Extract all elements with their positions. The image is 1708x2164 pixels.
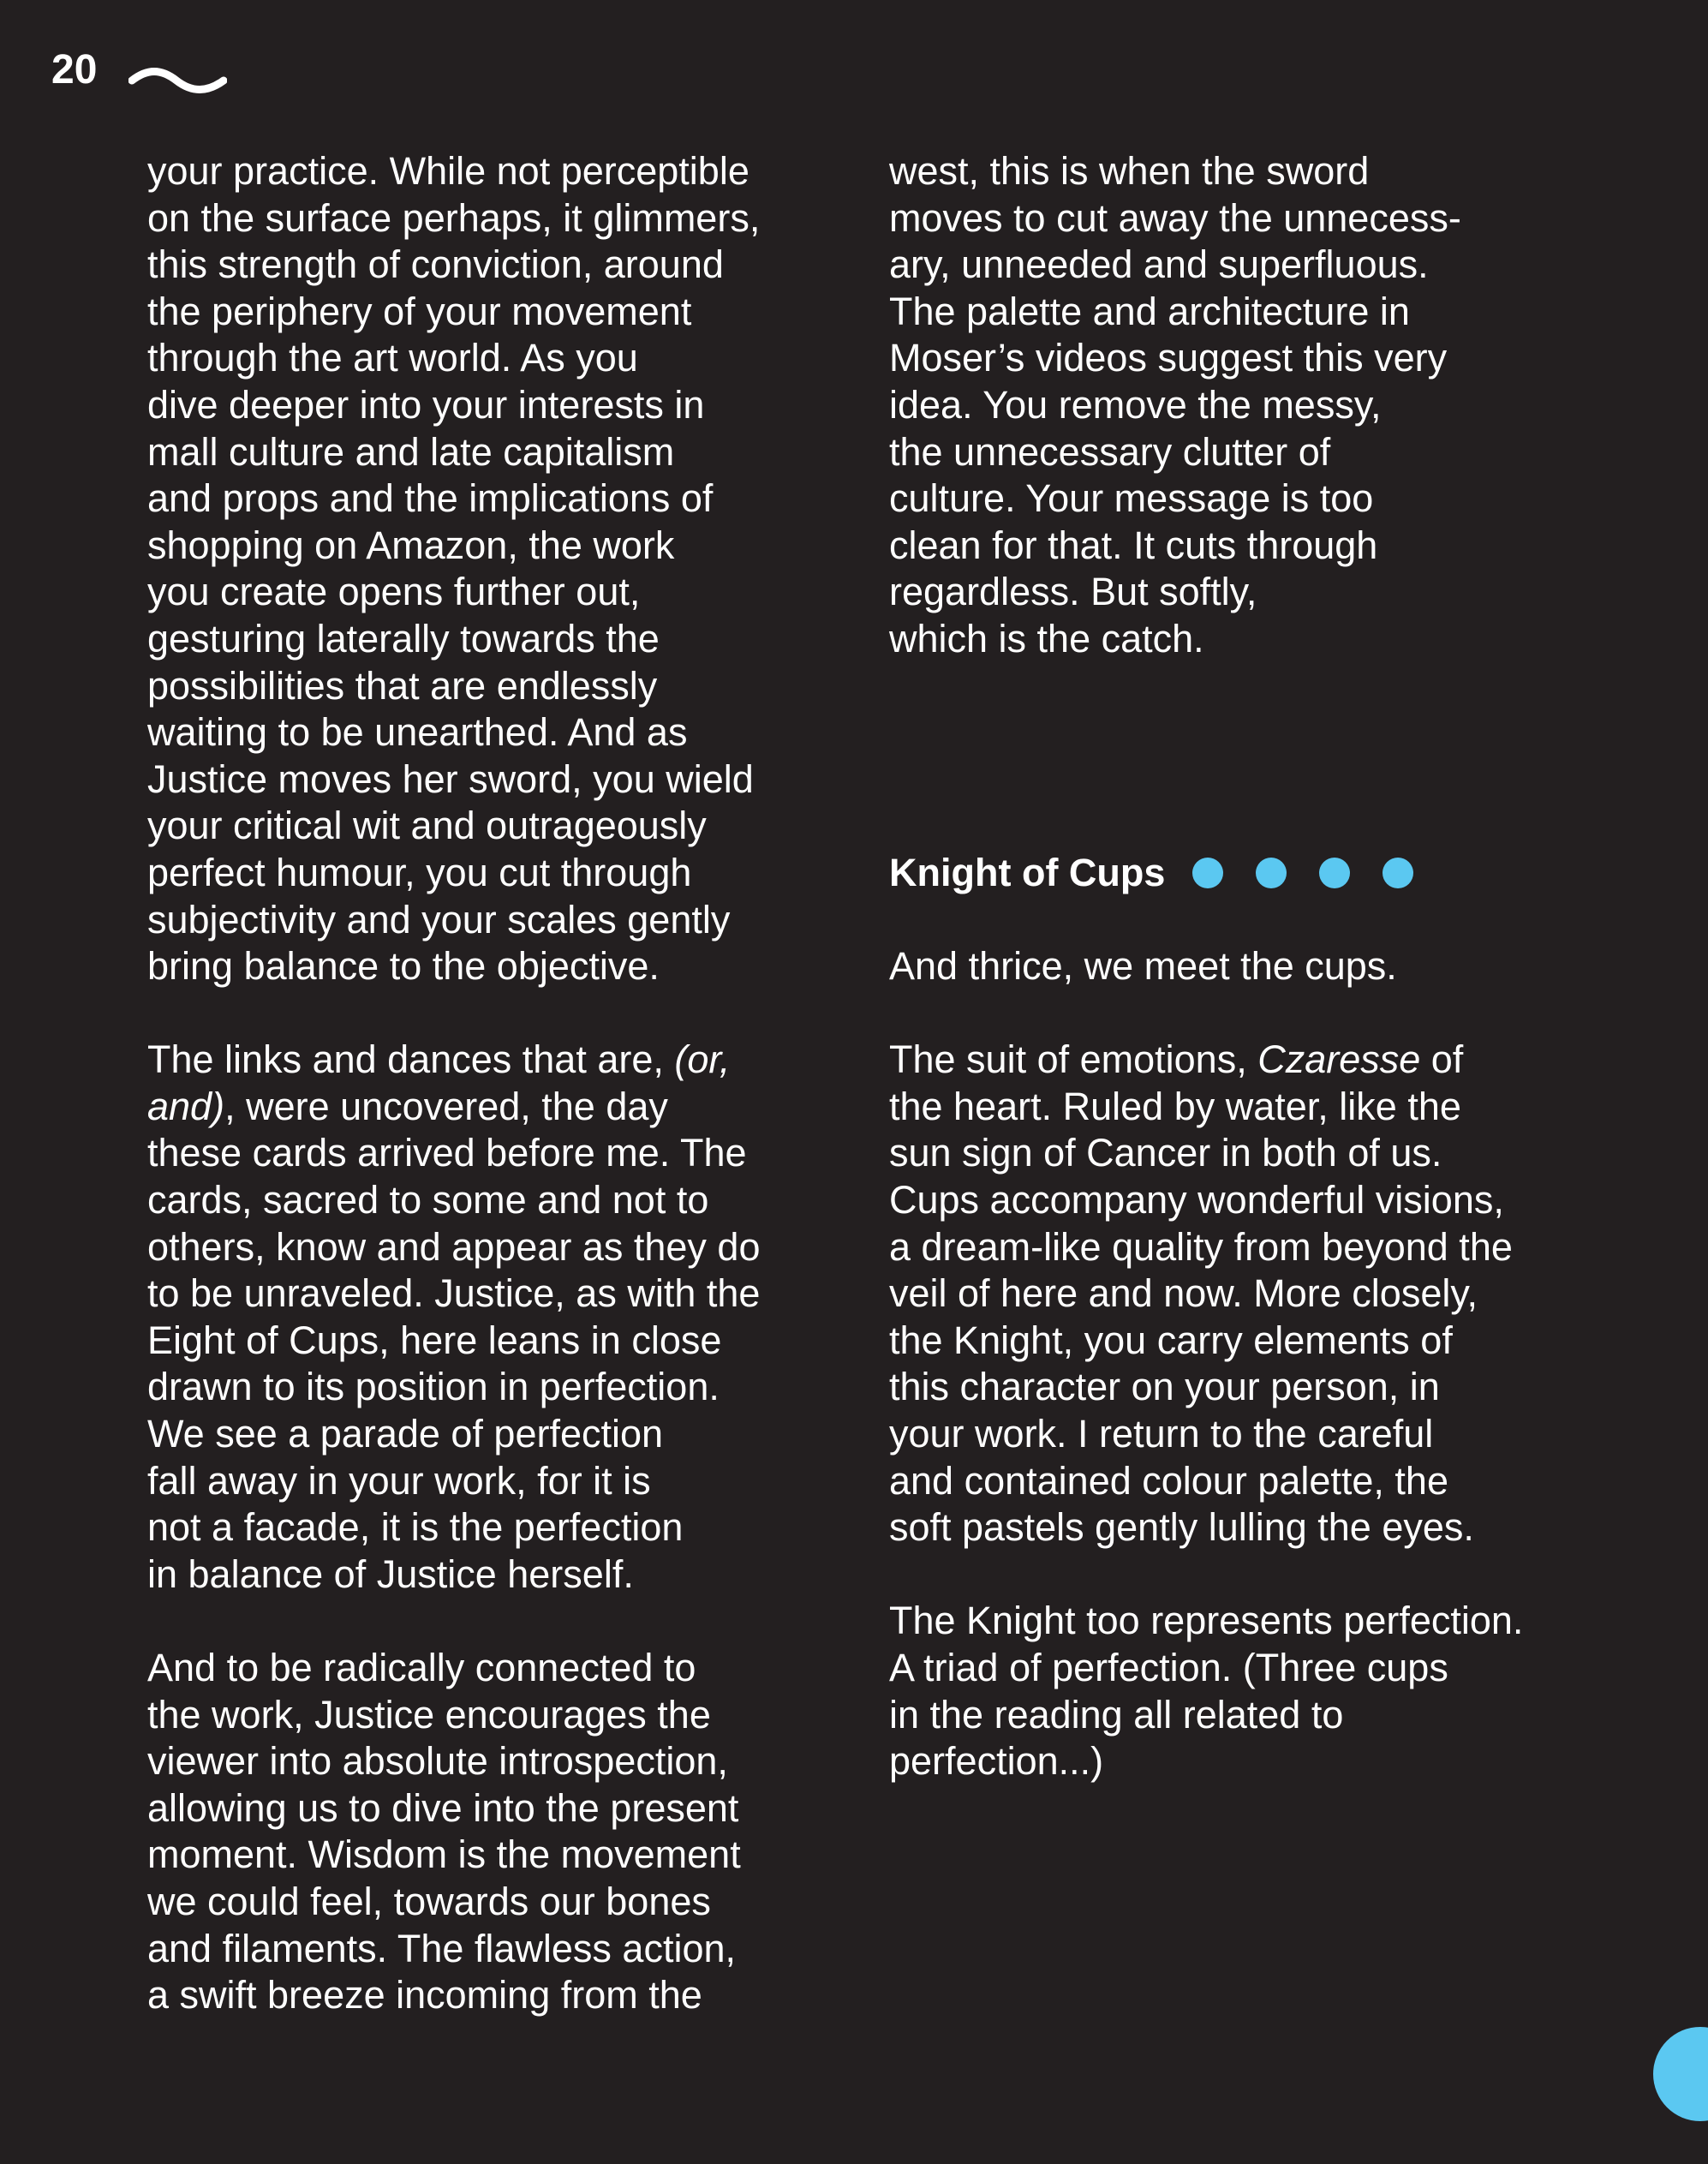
text-line: A triad of perfection. (Three cups — [889, 1646, 1448, 1690]
text-line: And to be radically connected to — [147, 1646, 696, 1689]
right-paragraph-3 — [889, 1037, 1592, 1551]
text-line: perfect humour, you cut through — [147, 850, 692, 894]
text-line: The palette and architecture in — [889, 289, 1410, 333]
italic-text: (or, — [674, 1037, 731, 1082]
text-line: these cards arrived before me. The — [147, 1131, 747, 1175]
text-line: regardless. But softly, — [889, 570, 1257, 614]
text-line: a dream-like quality from beyond the — [889, 1224, 1513, 1269]
text-line: and filaments. The flawless action, — [147, 1926, 737, 1970]
right-paragraph-2 — [889, 943, 1592, 990]
text-line: this character on your person, in — [889, 1365, 1440, 1409]
text-line: cards, sacred to some and not to — [147, 1178, 709, 1222]
text-line: others, know and appear as they do — [147, 1224, 761, 1269]
text-line: and props and the implications of — [147, 476, 714, 521]
text-line: soft pastels gently lulling the eyes. — [889, 1505, 1474, 1550]
section-heading-row — [889, 850, 1592, 897]
italic-text: and) — [147, 1084, 225, 1128]
section-heading: Knight of Cups — [889, 850, 1166, 894]
text-line: Justice moves her sword, you wield — [147, 756, 754, 801]
text-line: bring balance to the objective. — [147, 944, 660, 989]
text-line: gesturing laterally towards the — [147, 616, 660, 661]
text-line: not a facade, it is the perfection — [147, 1505, 684, 1550]
text-line — [147, 1037, 850, 1084]
text-line: mall culture and late capitalism — [147, 429, 675, 474]
left-paragraph-2 — [147, 1037, 850, 1598]
text-line: culture. Your message is too — [889, 476, 1374, 521]
text-run: , were uncovered, the day — [224, 1084, 668, 1128]
page-number: 20 — [51, 47, 98, 93]
text-line: in balance of Justice herself. — [147, 1551, 634, 1596]
text-line: the work, Justice encourages the — [147, 1692, 711, 1737]
left-paragraph-1 — [147, 148, 850, 990]
left-column — [147, 148, 850, 2065]
text-line: your critical wit and outrageously — [147, 804, 707, 848]
text-line — [147, 1084, 850, 1131]
text-line: and contained colour palette, the — [889, 1458, 1448, 1503]
text-line: idea. You remove the messy, — [889, 382, 1382, 427]
wave-icon — [128, 62, 227, 96]
text-line: moves to cut away the unnecess- — [889, 195, 1461, 240]
text-line: the heart. Ruled by water, like the — [889, 1084, 1461, 1128]
text-line: perfection...) — [889, 1739, 1104, 1784]
text-line: We see a parade of perfection — [147, 1412, 664, 1456]
dot-icon — [1256, 858, 1287, 888]
text-line: we could feel, towards our bones — [147, 1879, 711, 1923]
text-line — [889, 1037, 1592, 1084]
text-line: to be unraveled. Justice, as with the — [147, 1271, 761, 1316]
text-line: ary, unneeded and superfluous. — [889, 242, 1429, 287]
right-paragraph-1 — [889, 148, 1592, 663]
text-line: the Knight, you carry elements of — [889, 1318, 1453, 1362]
text-line: fall away in your work, for it is — [147, 1458, 651, 1503]
text-line: possibilities that are endlessly — [147, 663, 658, 708]
text-line: your work. I return to the careful — [889, 1412, 1434, 1456]
text-line: which is the catch. — [889, 616, 1204, 661]
text-line: sun sign of Cancer in both of us. — [889, 1131, 1442, 1175]
text-line: allowing us to dive into the present — [147, 1785, 739, 1830]
text-line: a swift breeze incoming from the — [147, 1973, 702, 2018]
left-paragraph-3 — [147, 1645, 850, 2019]
right-column — [889, 148, 1592, 1832]
dot-icon — [1192, 858, 1223, 888]
italic-text: Czaresse — [1257, 1037, 1421, 1082]
dot-icon — [1319, 858, 1350, 888]
text-line: viewer into absolute introspection, — [147, 1739, 728, 1784]
text-line: Cups accompany wonderful visions, — [889, 1178, 1504, 1222]
text-line: you create opens further out, — [147, 570, 641, 614]
text-run: The suit of emotions, — [889, 1037, 1258, 1082]
right-paragraph-4 — [889, 1598, 1592, 1784]
text-line: waiting to be unearthed. And as — [147, 710, 688, 755]
text-line: drawn to its position in perfection. — [147, 1365, 720, 1409]
text-run: The links and dances that are, — [147, 1037, 675, 1082]
text-line: The Knight too represents perfection. — [889, 1599, 1524, 1643]
text-line: west, this is when the sword — [889, 149, 1370, 193]
text-line: Eight of Cups, here leans in close — [147, 1318, 722, 1362]
text-line: veil of here and now. More closely, — [889, 1271, 1478, 1316]
text-line: And thrice, we meet the cups. — [889, 944, 1397, 989]
text-line: Moser’s videos suggest this very — [889, 336, 1448, 380]
text-run: of — [1420, 1037, 1464, 1082]
corner-circle-decoration — [1653, 2027, 1708, 2121]
text-line: moment. Wisdom is the movement — [147, 1832, 741, 1877]
text-line: through the art world. As you — [147, 336, 638, 380]
dot-icon — [1383, 858, 1413, 888]
text-line: this strength of conviction, around — [147, 242, 724, 287]
text-line: in the reading all related to — [889, 1692, 1344, 1737]
text-line: clean for that. It cuts through — [889, 523, 1378, 567]
dot-ornament — [1192, 858, 1413, 888]
text-line: on the surface perhaps, it glimmers, — [147, 195, 761, 240]
text-line: dive deeper into your interests in — [147, 382, 705, 427]
text-line: shopping on Amazon, the work — [147, 523, 675, 567]
text-line: your practice. While not perceptible — [147, 149, 749, 193]
text-line: the unnecessary clutter of — [889, 429, 1331, 474]
text-line: subjectivity and your scales gently — [147, 897, 731, 942]
text-line: the periphery of your movement — [147, 289, 692, 333]
spacer — [889, 709, 1592, 850]
